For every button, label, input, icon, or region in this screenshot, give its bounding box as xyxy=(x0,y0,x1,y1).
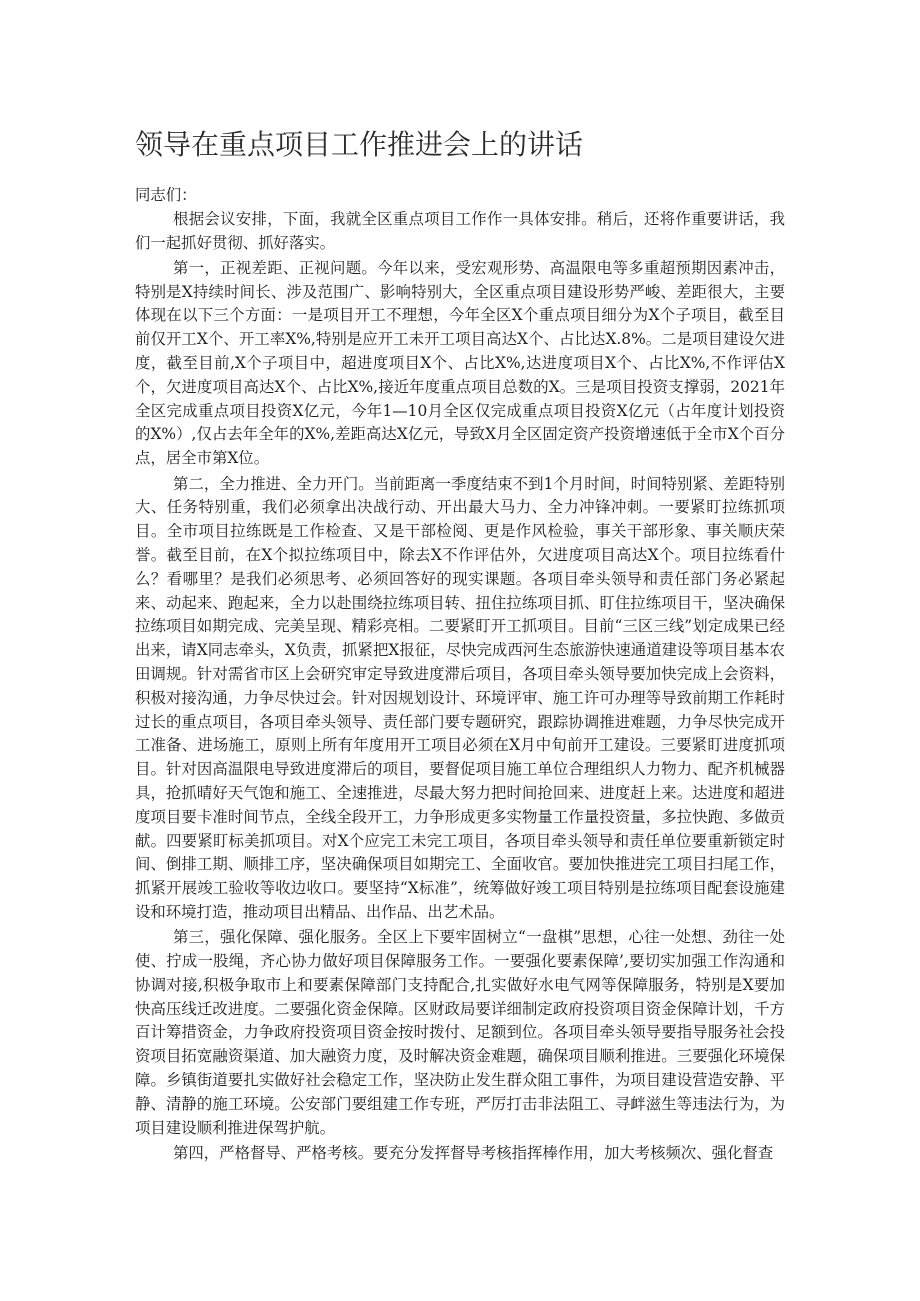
paragraph-second-section: 第二，全力推进、全力开门。当前距离一季度结束不到1个月时间，时间特别紧、差距特别大、任务特别重，我们必须拿出决战行动、开出最大马力、全力冲锋冲刺。一要紧盯拉练抓项目。全市项目拉练既是工作检查、又是干部检阅、更是作风检验，事关干部形象、事关顺庆荣誉。截至目前，在X个拟拉练项目中，除去X不作评估外，欠进度项目高达X个。项目拉练看什么？看哪里？是我们必须思考、必须回答好的现实课题。各项目牵头领导和责任部门务必紧起来、动起来、跑起来，全力以赴围绕拉练项目转、扭住拉练项目抓、盯住拉练项目干，坚决确保拉练项目如期完成、完美呈现、精彩亮相。二要紧盯开工抓项目。目前“三区三线”划定成果已经出来，请X同志牵头，X负责，抓紧把X报征，尽快完成西河生态旅游快速通道建设等项目基本农田调规。针对需省市区上会研究审定导致进度滞后项目，各项目牵头领导要加快完成上会资料，积极对接沟通，力争尽快过会。针对因规划设计、环境评审、施工许可办理等导致前期工作耗时过长的重点项目，各项目牵头领导、责任部门要专题研究，跟踪协调推进难题，力争尽快完成开工准备、进场施工，原则上所有年度用开工项目必须在X月中旬前开工建设。三要紧盯进度抓项目。针对因高温限电导致进度滞后的项目，要督促项目施工单位合理组织人力物力、配齐机械器具，抢抓晴好天气饱和施工、全速推进，尽最大努力把时间抢回来、进度赶上来。达进度和超进度项目要卡准时间节点，全线全段开工，力争形成更多实物量工作量投资量，多拉快跑、多做贡献。四要紧盯标美抓项目。对X个应完工未完工项目，各项目牵头领导和责任单位要重新锁定时间、倒排工期、顺排工序，坚决确保项目如期完工、全面收官。要加快推进完工项目扫尾工作，抓紧开展竣工验收等收边收口。要坚持“X标准”，统筹做好竣工项目特别是拉练项目配套设施建设和环境打造，推动项目出精品、出作品、出艺术品。 xyxy=(135,474,785,921)
salutation: 同志们： xyxy=(135,186,197,204)
document-body xyxy=(135,184,785,1167)
paragraph-third-section: 第三，强化保障、强化服务。全区上下要牢固树立“一盘棋”思想，心往一处想、劲往一处使、拧成一股绳，齐心协力做好项目保障服务工作。一要强化要素保障’,要切实加强工作沟通和协调对接,积极争取市上和要素保障部门支持配合,扎实做好水电气网等保障服务，特别是X要加快高压线迁改进度。二要强化资金保障。区财政局要详细制定政府投资项目资金保障计划，千方百计筹措资金，力争政府投资项目资金按时拨付、足额到位。各项目牵头领导要指导服务社会投资项目拓宽融资渠道、加大融资力度，及时解决资金难题，确保项目顺利推进。三要强化环境保障。乡镇街道要扎实做好社会稳定工作，坚决防止发生群众阻工事件，为项目建设营造安静、平静、清静的施工环境。公安部门要组建工作专班，严厉打击非法阻工、寻衅滋生等违法行为，为项目建设顺利推进保驾护航。 xyxy=(135,928,785,1137)
paragraph-fourth-section: 第四，严格督导、严格考核。要充分发挥督导考核指挥棒作用，加大考核频次、强化督查 xyxy=(173,1143,774,1162)
paragraph-intro: 根据会议安排，下面，我就全区重点项目工作作一具体安排。稍后，还将作重要讲话，我们一起抓好贯彻、抓好落实。 xyxy=(135,209,785,252)
paragraph-first-section: 第一，正视差距、正视问题。今年以来，受宏观形势、高温限电等多重超预期因素冲击，特别是X持续时间长、涉及范围广、影响特别大，全区重点项目建设形势严峻、差距很大，主要体现在以下三个方面：一是项目开工不理想，今年全区X个重点项目细分为X个子项目，截至目前仅开工X个、开工率X%,特别是应开工未开工项目高达X个、占比达X.8%。二是项目建设欠进度，截至目前,X个子项目中，超进度项目X个、占比X%,达进度项目X个、占比X%,不作评估X个，欠进度项目高达X个、占比X%,接近年度重点项目总数的X。三是项目投资支撑弱，2021年全区完成重点项目投资X亿元，今年1—10月全区仅完成重点项目投资X亿元（占年度计划投资的X%）,仅占去年全年的X%,差距高达X亿元，导致X月全区固定资产投资增速低于全市X个百分点，居全市第X位。 xyxy=(135,258,785,468)
document-title: 领导在重点项目工作推进会上的讲话 xyxy=(135,128,584,161)
